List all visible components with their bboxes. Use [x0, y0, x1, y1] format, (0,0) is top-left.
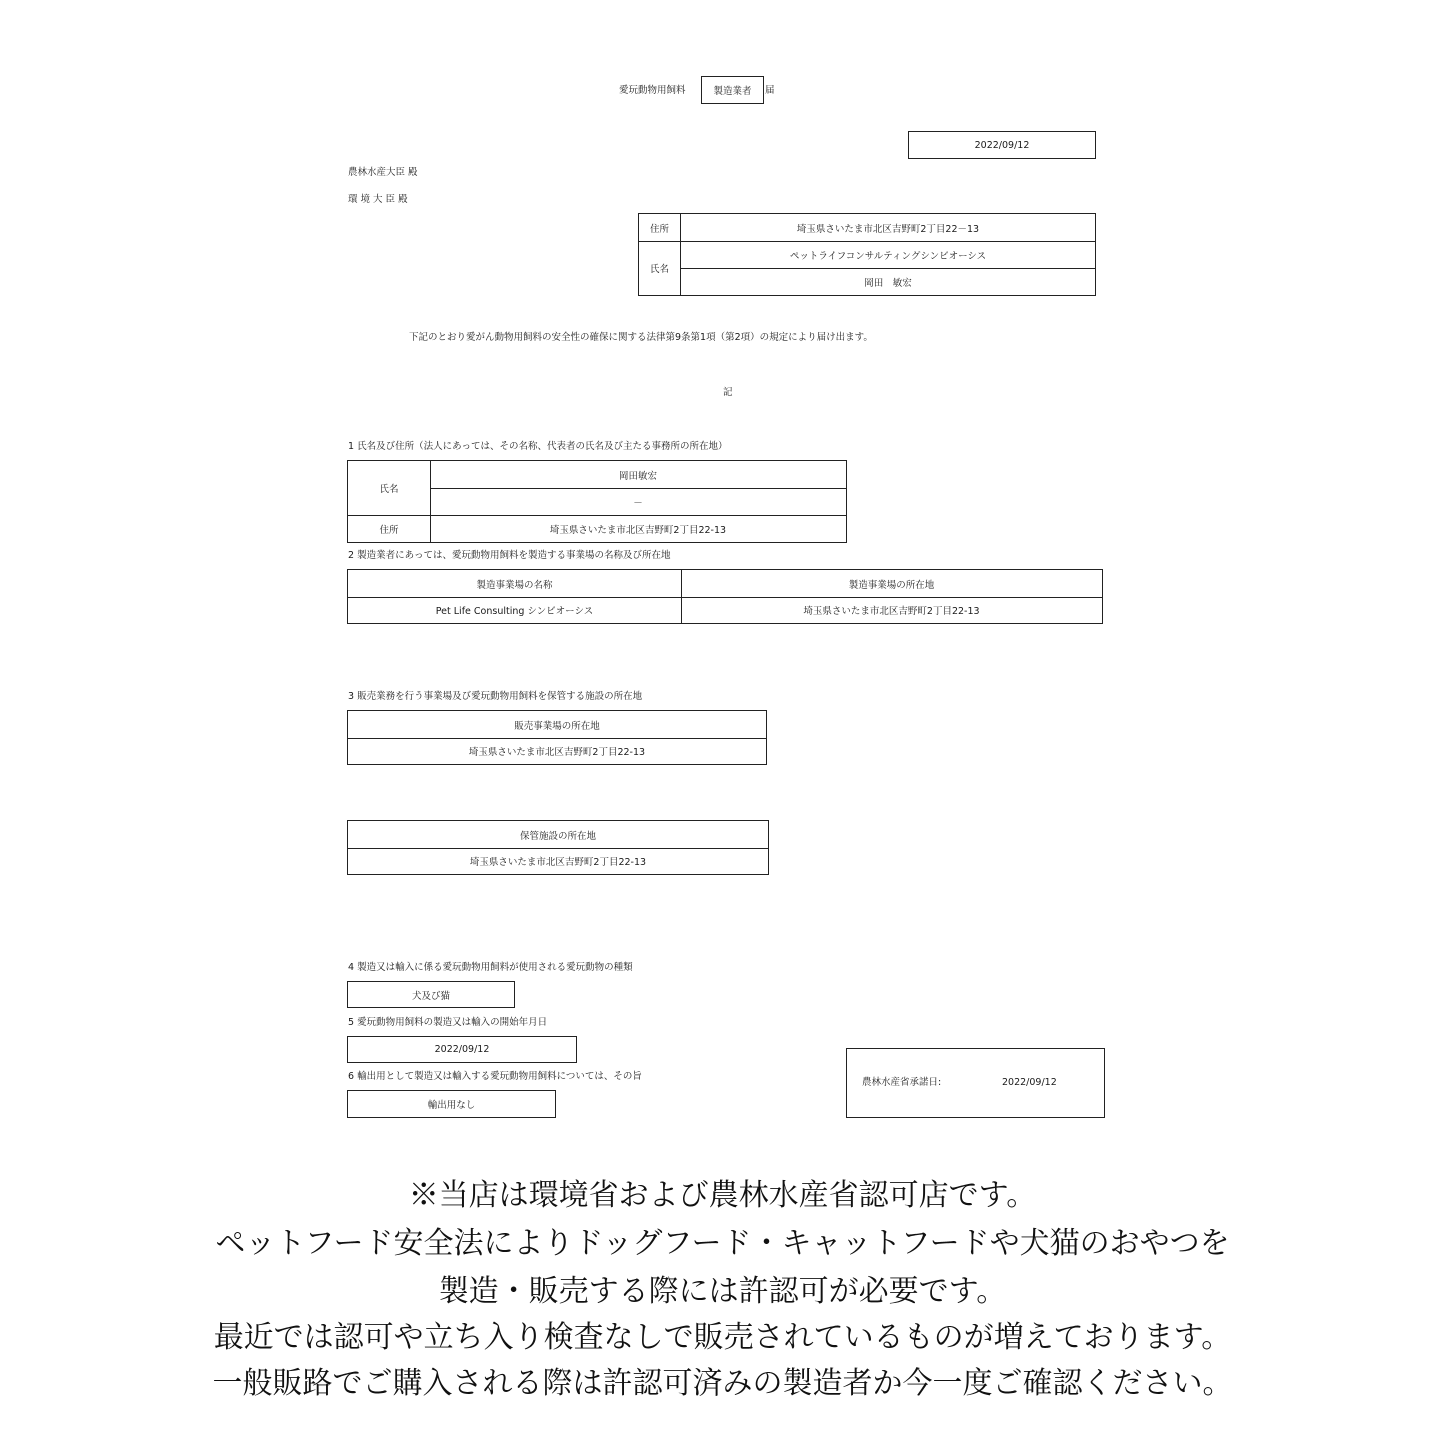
- section1-name-value: 岡田敏宏: [618, 470, 657, 482]
- section1-heading: 1 氏名及び住所（法人にあっては、その名称、代表者の氏名及び主たる事務所の所在地）: [348, 441, 728, 452]
- notice-line: 製造・販売する際には許認可が必要です。: [438, 1274, 1007, 1309]
- animal-type-value: 犬及び猫: [411, 990, 450, 1002]
- notice-line: ※当店は環境省および農林水産省認可店です。: [408, 1178, 1037, 1213]
- sales-location-value: 埼玉県さいたま市北区吉野町2丁目22-13: [468, 747, 646, 758]
- section4-heading: 4 製造又は輸入に係る愛玩動物用飼料が使用される愛玩動物の種類: [348, 962, 633, 973]
- section4-box: [347, 981, 515, 1008]
- title-role: 製造業者: [713, 86, 752, 97]
- section3-storage-table: [347, 820, 769, 875]
- section1-table: [347, 460, 847, 543]
- submission-date-box: [908, 131, 1096, 159]
- notice-line: ペットフード安全法によりドッグフード・キャットフードや犬猫のおやつを: [215, 1226, 1230, 1261]
- section2-table: [347, 569, 1103, 624]
- section1-name-value2: －: [633, 497, 643, 509]
- start-date-value: 2022/09/12: [434, 1044, 490, 1055]
- section6-heading: 6 輸出用として製造又は輸入する愛玩動物用飼料については、その旨: [348, 1071, 642, 1082]
- title-role-box: [701, 76, 764, 104]
- approval-box: [846, 1048, 1105, 1118]
- addressee-env-minister: 環 境 大 臣 殿: [348, 194, 408, 205]
- title-suffix: 届: [765, 85, 775, 96]
- applicant-address-value: 埼玉県さいたま市北区吉野町2丁目22－13: [796, 223, 980, 235]
- section6-box: [347, 1090, 556, 1118]
- intro-text: 下記のとおり愛がん動物用飼料の安全性の確保に関する法律第9条第1項（第2項）の規定により届け出ます。: [409, 332, 873, 343]
- section3-heading: 3 販売業務を行う事業場及び愛玩動物用飼料を保管する施設の所在地: [348, 691, 643, 702]
- applicant-person-name: 岡田 敏宏: [864, 277, 912, 289]
- section2-col-header: 製造事業場の所在地: [848, 579, 935, 591]
- section2-col-header: 製造事業場の名称: [476, 579, 553, 591]
- title-prefix: 愛玩動物用飼料: [619, 85, 686, 96]
- section2-heading: 2 製造業者にあっては、愛玩動物用飼料を製造する事業場の名称及び所在地: [348, 550, 671, 561]
- export-value: 輸出用なし: [427, 1100, 476, 1111]
- section5-box: [347, 1036, 577, 1063]
- section1-address-value: 埼玉県さいたま市北区吉野町2丁目22-13: [549, 524, 727, 536]
- approval-label: 農林水産省承諾日:: [862, 1077, 942, 1088]
- storage-location-label: 保管施設の所在地: [519, 830, 596, 842]
- applicant-company-name: ペットライフコンサルティングシンビオーシス: [789, 250, 987, 262]
- storage-location-value: 埼玉県さいたま市北区吉野町2丁目22-13: [469, 857, 647, 868]
- approval-date: 2022/09/12: [1002, 1077, 1057, 1088]
- addressee-agri-minister: 農林水産大臣 殿: [348, 167, 418, 178]
- sales-location-label: 販売事業場の所在地: [514, 720, 600, 732]
- applicant-address-label: 住所: [649, 223, 669, 235]
- submission-date: 2022/09/12: [974, 139, 1030, 151]
- applicant-table: [638, 213, 1096, 296]
- section2-facility-name: Pet Life Consulting シンビオーシス: [435, 606, 594, 617]
- section1-name-label: 氏名: [379, 484, 399, 495]
- section5-heading: 5 愛玩動物用飼料の製造又は輸入の開始年月日: [348, 1017, 548, 1028]
- notice-line: 一般販路でご購入される際は許認可済みの製造者か今一度ご確認ください。: [212, 1366, 1233, 1401]
- section3-sales-table: [347, 710, 767, 765]
- notice-line: 最近では認可や立ち入り検査なしで販売されているものが増えております。: [213, 1320, 1232, 1355]
- ki-label: 記: [723, 387, 733, 398]
- section1-address-label: 住所: [379, 524, 399, 536]
- applicant-name-label: 氏名: [649, 264, 669, 275]
- section2-facility-address: 埼玉県さいたま市北区吉野町2丁目22-13: [803, 606, 980, 617]
